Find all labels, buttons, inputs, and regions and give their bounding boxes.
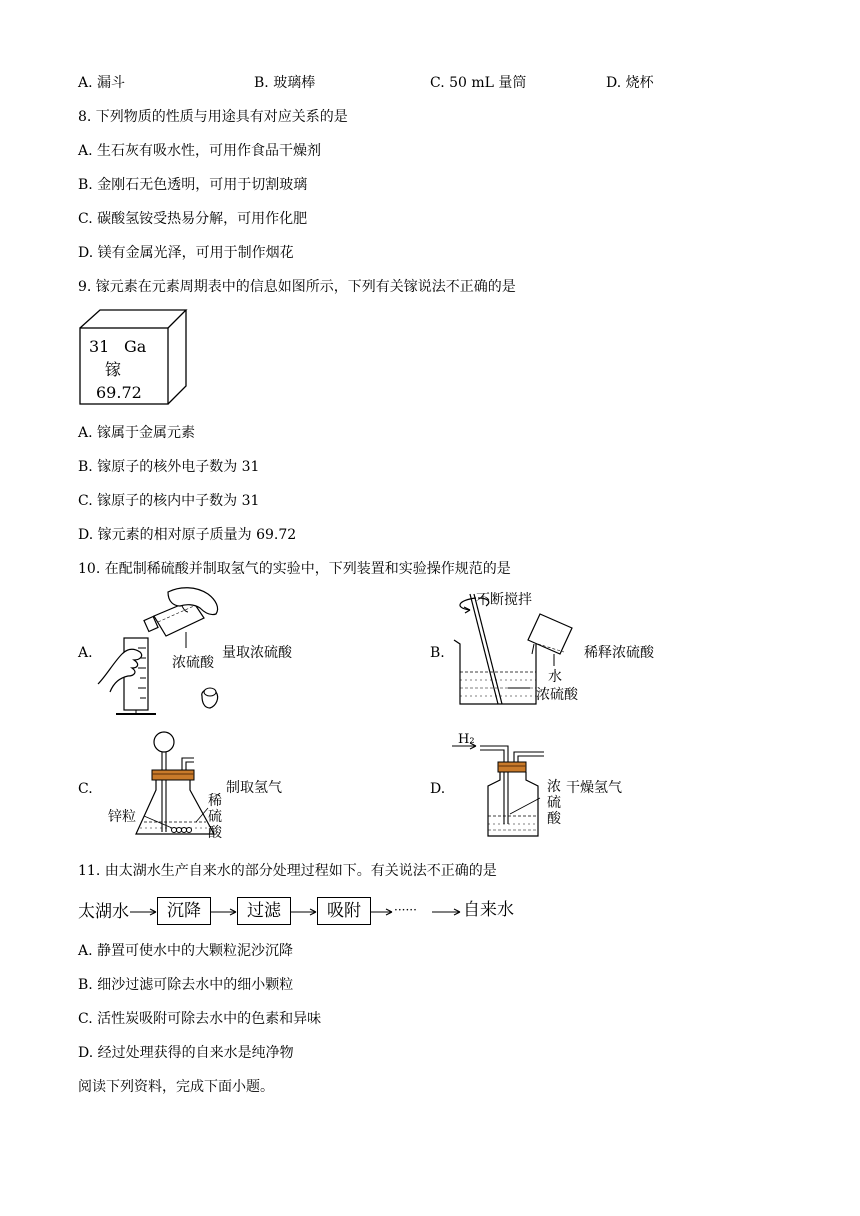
flow-dots: ······ [394, 903, 417, 917]
q7-option-d: D. 烧杯 [606, 75, 654, 91]
q11-option-a: A. 静置可使水中的大颗粒泥沙沉降 [78, 943, 294, 959]
q7-option-c: C. 50 mL 量筒 [430, 75, 527, 91]
element-mass: 69.72 [96, 383, 142, 402]
q8-option-d: D. 镁有金属光泽，可用于制作烟花 [78, 245, 294, 261]
q9-option-b: B. 镓原子的核外电子数为 31 [78, 459, 260, 475]
q10-a-label-acid: 浓硫酸 [172, 655, 214, 671]
q8-stem: 8. 下列物质的性质与用途具有对应关系的是 [78, 109, 348, 125]
q10-c-letter: C. [78, 781, 93, 797]
element-symbol: Ga [124, 337, 147, 356]
q10-b-label-water: 水 [548, 669, 562, 685]
q9-option-c: C. 镓原子的核内中子数为 31 [78, 493, 260, 509]
flow-product: 自来水 [463, 900, 514, 920]
q10-d-label-acid: 浓 硫 酸 [547, 779, 561, 827]
q8-option-a: A. 生石灰有吸水性，可用作食品干燥剂 [78, 143, 322, 159]
q8-option-b: B. 金刚石无色透明，可用于切割玻璃 [78, 177, 308, 193]
q10-b-label-side: 稀释浓硫酸 [584, 645, 654, 661]
q9-option-a: A. 镓属于金属元素 [78, 425, 196, 441]
flow-step-sedimentation: 沉降 [157, 897, 211, 925]
q11-stem: 11. 由太湖水生产自来水的部分处理过程如下。有关说法不正确的是 [78, 863, 497, 879]
q10-d-label-side: 干燥氢气 [566, 780, 622, 796]
q8-option-c: C. 碳酸氢铵受热易分解，可用作化肥 [78, 211, 308, 227]
flow-step-filtration: 过滤 [237, 897, 291, 925]
q10-stem: 10. 在配制稀硫酸并制取氢气的实验中，下列装置和实验操作规范的是 [78, 561, 511, 577]
q10-b-label-stir: 不断搅拌 [476, 592, 532, 608]
q9-option-d: D. 镓元素的相对原子质量为 69.72 [78, 527, 297, 543]
q9-stem: 9. 镓元素在元素周期表中的信息如图所示，下列有关镓说法不正确的是 [78, 279, 516, 295]
q10-a-label-side: 量取浓硫酸 [222, 645, 292, 661]
q10-c-label-side: 制取氢气 [226, 780, 282, 796]
q11-option-b: B. 细沙过滤可除去水中的细小颗粒 [78, 977, 294, 993]
q10-b-label-acid: 浓硫酸 [536, 687, 578, 703]
q10-a-letter: A. [78, 645, 93, 661]
q11-option-d: D. 经过处理获得的自来水是纯净物 [78, 1045, 294, 1061]
flow-source: 太湖水 [78, 902, 129, 922]
q11-option-c: C. 活性炭吸附可除去水中的色素和异味 [78, 1011, 322, 1027]
q7-option-a: A. 漏斗 [78, 75, 126, 91]
flow-step-adsorption: 吸附 [317, 897, 371, 925]
q10-b-letter: B. [430, 645, 445, 661]
element-number: 31 [89, 337, 110, 356]
q10-c-label-acid: 稀 硫 酸 [208, 793, 222, 841]
q10-d-letter: D. [430, 781, 446, 797]
element-name: 镓 [105, 360, 122, 379]
q7-option-b: B. 玻璃棒 [254, 75, 316, 91]
reading-instruction: 阅读下列资料，完成下面小题。 [78, 1079, 274, 1095]
q10-d-label-gas: H₂ [458, 732, 475, 747]
q10-c-label-zinc: 锌粒 [108, 809, 136, 825]
